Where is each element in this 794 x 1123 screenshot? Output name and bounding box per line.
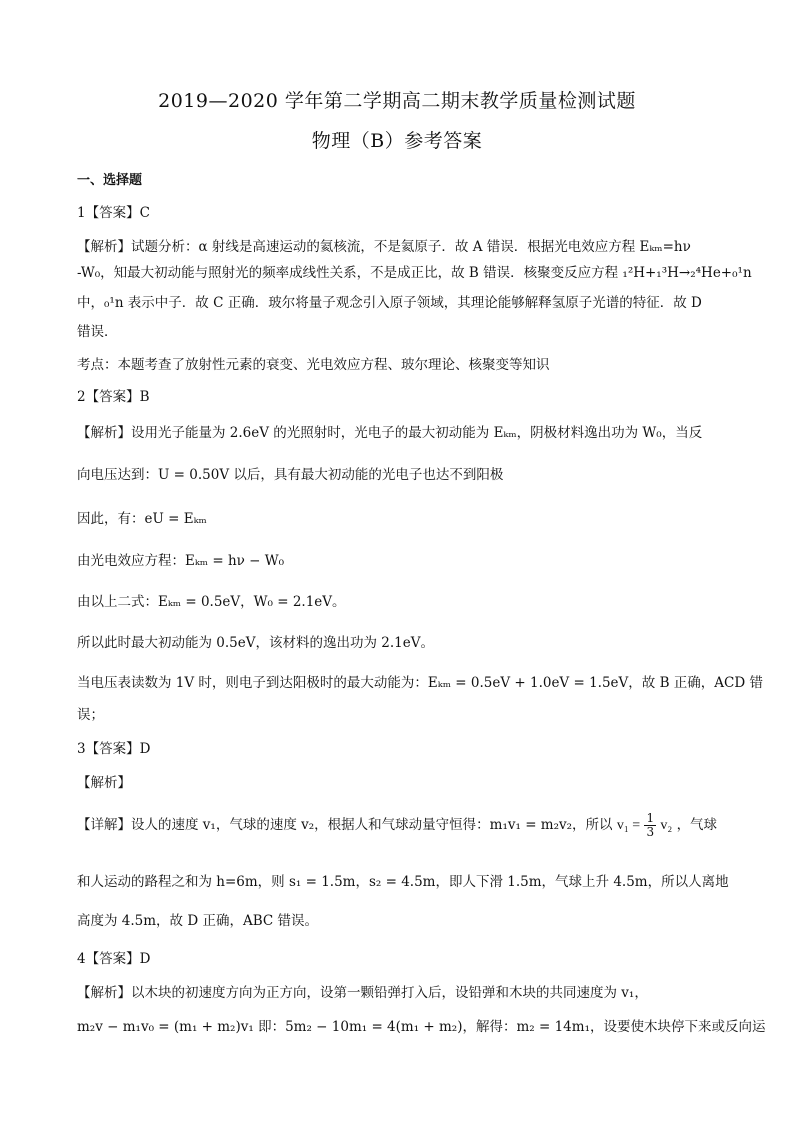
fraction-tail: ，气球 (676, 817, 718, 833)
answer-2-analysis-line: 由光电效应方程：Eₖₘ = hν − W₀ (77, 553, 285, 569)
answer-2-analysis-line: 所以此时最大初动能为 0.5eV，该材料的逸出功为 2.1eV。 (77, 635, 434, 651)
answer-2-analysis-line: 误； (77, 707, 104, 723)
answer-3-analysis-heading: 【解析】 (77, 775, 131, 791)
answer-4-analysis-line: m₂v − m₁v₀ = (m₁ + m₂)v₁ 即：5m₂ − 10m₁ = 4(m₁ + m₂)，解得：m₂ = 14m₁，设要使木块停下来或反向运 (77, 1019, 766, 1035)
answer-3-detail-line: 高度为 4.5m，故 D 正确，ABC 错误。 (77, 913, 319, 929)
answer-2-analysis-line: 【解析】设用光子能量为 2.6eV 的光照射时，光电子的最大初动能为 Eₖₘ，阴极材料逸出功为 W₀，当反 (77, 425, 703, 441)
answer-2-analysis-line: 向电压达到：U = 0.50V 以后，具有最大初动能的光电子也达不到阳极 (77, 467, 504, 483)
section-heading: 一、选择题 (77, 173, 143, 188)
answer-1-analysis-line: -W₀，知最大初动能与照射光的频率成线性关系，不是成正比，故 B 错误．核聚变反应方程 ₁²H+₁³H→₂⁴He+₀¹n (77, 265, 752, 281)
fraction-prefix: v₁ = (616, 818, 641, 833)
answer-3-detail-text: 【详解】设人的速度 v₁，气球的速度 v₂，根据人和气球动量守恒得：m₁v₁ = m₂v₂，所以 (77, 817, 613, 833)
answer-4-label: 4【答案】D (77, 951, 151, 967)
fraction-suffix: v₂ (660, 818, 673, 833)
answer-1-analysis-line: 中，₀¹n 表示中子．故 C 正确．玻尔将量子观念引入原子领域，其理论能够解释氢原子光谱的特征．故 D (77, 295, 702, 311)
fraction-numerator: 1 (646, 811, 655, 825)
fraction-denominator: 3 (646, 825, 655, 839)
answer-3-label: 3【答案】D (77, 741, 151, 757)
answer-2-label: 2【答案】B (77, 389, 150, 405)
answer-3-detail-line: 和人运动的路程之和为 h=6m，则 s₁ = 1.5m，s₂ = 4.5m，即人下滑 1.5m，气球上升 4.5m，所以人离地 (77, 874, 729, 890)
answer-1-analysis-line: 错误． (77, 324, 118, 340)
answer-2-analysis-line: 因此，有：eU = Eₖₘ (77, 511, 207, 527)
page-subtitle: 物理（B）参考答案 (311, 130, 483, 152)
fraction-one-third (644, 812, 656, 839)
answer-4-analysis-line: 【解析】以木块的初速度方向为正方向，设第一颗铅弹打入后，设铅弹和木块的共同速度为 v₁， (77, 985, 648, 1001)
page-title: 2019—2020 学年第二学期高二期末教学质量检测试题 (158, 90, 636, 112)
answer-2-analysis-line: 由以上二式：Eₖₘ = 0.5eV，W₀ = 2.1eV。 (77, 594, 346, 610)
answer-1-note: 考点：本题考查了放射性元素的衰变、光电效应方程、玻尔理论、核聚变等知识 (77, 357, 550, 373)
answer-1-label: 1【答案】C (77, 205, 150, 221)
answer-1-analysis-line: 【解析】试题分析：α 射线是高速运动的氦核流，不是氦原子．故 A 错误．根据光电效应方程 Eₖₘ=hν (77, 239, 691, 255)
answer-2-analysis-line: 当电压表读数为 1V 时，则电子到达阳极时的最大动能为：Eₖₘ = 0.5eV + 1.0eV = 1.5eV，故 B 正确，ACD 错 (77, 675, 763, 691)
answer-3-detail-line (77, 812, 717, 839)
